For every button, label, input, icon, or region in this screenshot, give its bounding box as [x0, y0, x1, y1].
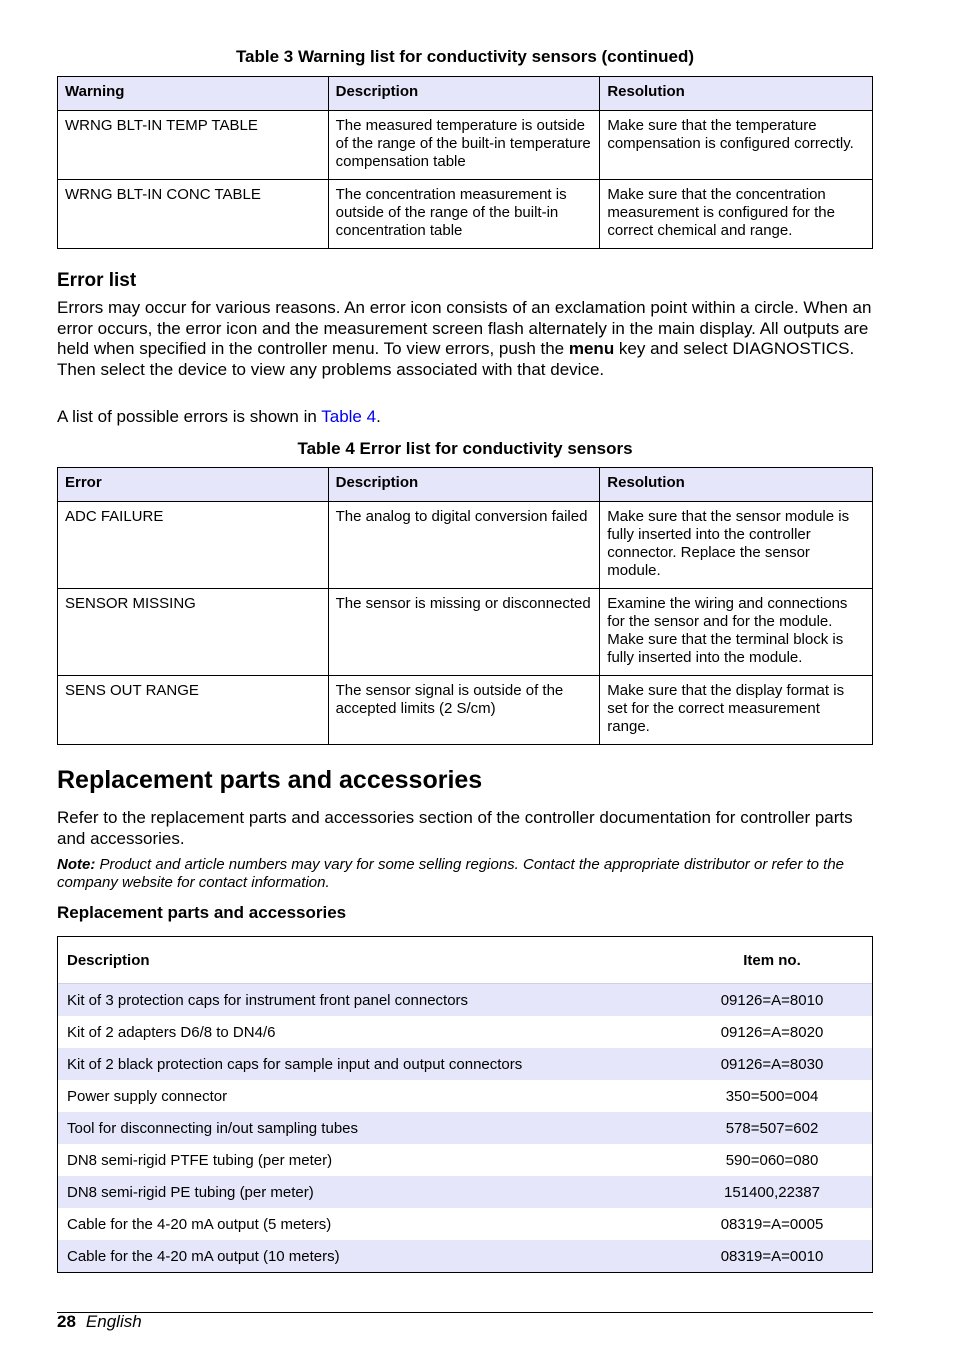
error-table	[57, 467, 873, 745]
part-description: Cable for the 4-20 mA output (10 meters)	[67, 1247, 340, 1265]
col-header-error: Error	[58, 468, 329, 502]
warning-cell: WRNG BLT-IN TEMP TABLE	[58, 111, 329, 180]
table-row	[58, 502, 873, 589]
part-item-no: 151400,22387	[724, 1183, 820, 1201]
table-header-row	[58, 468, 873, 502]
part-item-no: 590=060=080	[725, 1151, 819, 1169]
warning-cell: WRNG BLT-IN CONC TABLE	[58, 180, 329, 249]
table-row	[58, 180, 873, 249]
note-label: Note:	[57, 856, 96, 873]
page-number: 28	[57, 1312, 76, 1331]
note	[57, 856, 873, 892]
table-row	[58, 1016, 872, 1048]
part-description: Cable for the 4-20 mA output (5 meters)	[67, 1215, 332, 1233]
error-list-reference	[57, 407, 873, 428]
part-description: Tool for disconnecting in/out sampling tubes	[67, 1119, 359, 1137]
col-header-item-no: Item no.	[743, 951, 801, 969]
part-item-no: 09126=A=8010	[720, 991, 824, 1009]
footer-language: English	[85, 1312, 142, 1331]
note-text: Product and article numbers may vary for some selling regions. Contact the appropriate distributor or refer to the company website for contact information.	[57, 856, 845, 891]
col-header-resolution: Resolution	[600, 77, 873, 111]
resolution-cell: Make sure that the temperature compensation is configured correctly.	[600, 111, 873, 180]
text-span: key and select DIAGNOSTICS. Then select the device to view any problems associated with that device.	[57, 339, 855, 379]
part-description: DN8 semi-rigid PTFE tubing (per meter)	[67, 1151, 333, 1169]
parts-table	[57, 936, 873, 1273]
table-row	[58, 111, 873, 180]
table-row	[58, 1048, 872, 1080]
menu-key-label: menu	[568, 339, 615, 358]
description-cell: The analog to digital conversion failed	[328, 502, 600, 589]
error-list-heading: Error list	[57, 270, 137, 291]
part-item-no: 08319=A=0005	[720, 1215, 824, 1233]
text-span: .	[376, 407, 381, 426]
part-item-no: 350=500=004	[725, 1087, 819, 1105]
part-item-no: 09126=A=8030	[720, 1055, 824, 1073]
table4-caption: Table 4 Error list for conductivity sensors	[297, 439, 633, 458]
col-header-warning: Warning	[58, 77, 329, 111]
part-item-no: 09126=A=8020	[720, 1023, 824, 1041]
table3-caption: Table 3 Warning list for conductivity sensors (continued)	[235, 47, 695, 66]
error-cell: ADC FAILURE	[58, 502, 329, 589]
warning-table	[57, 76, 873, 249]
col-header-description: Description	[328, 77, 600, 111]
description-cell: The sensor is missing or disconnected	[328, 589, 600, 676]
table-header-row	[58, 77, 873, 111]
table-row	[58, 1240, 872, 1272]
page-footer	[57, 1312, 142, 1332]
table-row	[58, 1112, 872, 1144]
replacement-heading: Replacement parts and accessories	[57, 766, 483, 794]
table-row	[58, 1144, 872, 1176]
table-row	[58, 1080, 872, 1112]
table4-link[interactable]: Table 4	[321, 407, 377, 426]
description-cell: The concentration measurement is outside of the range of the built-in concentration table	[328, 180, 600, 249]
parts-header-row	[58, 937, 872, 984]
error-cell: SENSOR MISSING	[58, 589, 329, 676]
table-row	[58, 676, 873, 745]
part-description: Kit of 2 black protection caps for sample input and output connectors	[67, 1055, 523, 1073]
part-description: DN8 semi-rigid PE tubing (per meter)	[67, 1183, 314, 1201]
part-item-no: 08319=A=0010	[720, 1247, 824, 1265]
part-description: Kit of 3 protection caps for instrument front panel connectors	[67, 991, 469, 1009]
col-header-description: Description	[328, 468, 600, 502]
footer-divider	[57, 1312, 873, 1313]
error-cell: SENS OUT RANGE	[58, 676, 329, 745]
text-span: A list of possible errors is shown in	[57, 407, 322, 426]
resolution-cell: Make sure that the concentration measurement is configured for the correct chemical and range.	[600, 180, 873, 249]
resolution-cell: Make sure that the display format is set for the correct measurement range.	[600, 676, 873, 745]
description-cell: The sensor signal is outside of the accepted limits (2 S/cm)	[328, 676, 600, 745]
description-cell: The measured temperature is outside of the range of the built-in temperature compensation table	[328, 111, 600, 180]
part-description: Kit of 2 adapters D6/8 to DN4/6	[67, 1023, 276, 1041]
table-row	[58, 1208, 872, 1240]
text-span: Errors may occur for various reasons. An error icon consists of an exclamation point within a circle. When an error occurs, the error icon and the measurement screen flash alternately in the main display. All outputs are held when specified in the controller menu. To view errors, push the	[57, 298, 872, 358]
table-row	[58, 984, 872, 1016]
part-item-no: 578=507=602	[725, 1119, 819, 1137]
parts-subheading: Replacement parts and accessories	[57, 903, 347, 922]
table-row	[58, 589, 873, 676]
error-list-paragraph	[57, 298, 873, 380]
resolution-cell: Make sure that the sensor module is fully inserted into the controller connector. Replace the sensor module.	[600, 502, 873, 589]
col-header-description: Description	[67, 951, 150, 969]
col-header-resolution: Resolution	[600, 468, 873, 502]
part-description: Power supply connector	[67, 1087, 228, 1105]
table-row	[58, 1176, 872, 1208]
replacement-paragraph: Refer to the replacement parts and accessories section of the controller documentation for controller parts and accessories.	[57, 808, 853, 848]
resolution-cell: Examine the wiring and connections for the sensor and for the module. Make sure that the terminal block is fully inserted into the module.	[600, 589, 873, 676]
